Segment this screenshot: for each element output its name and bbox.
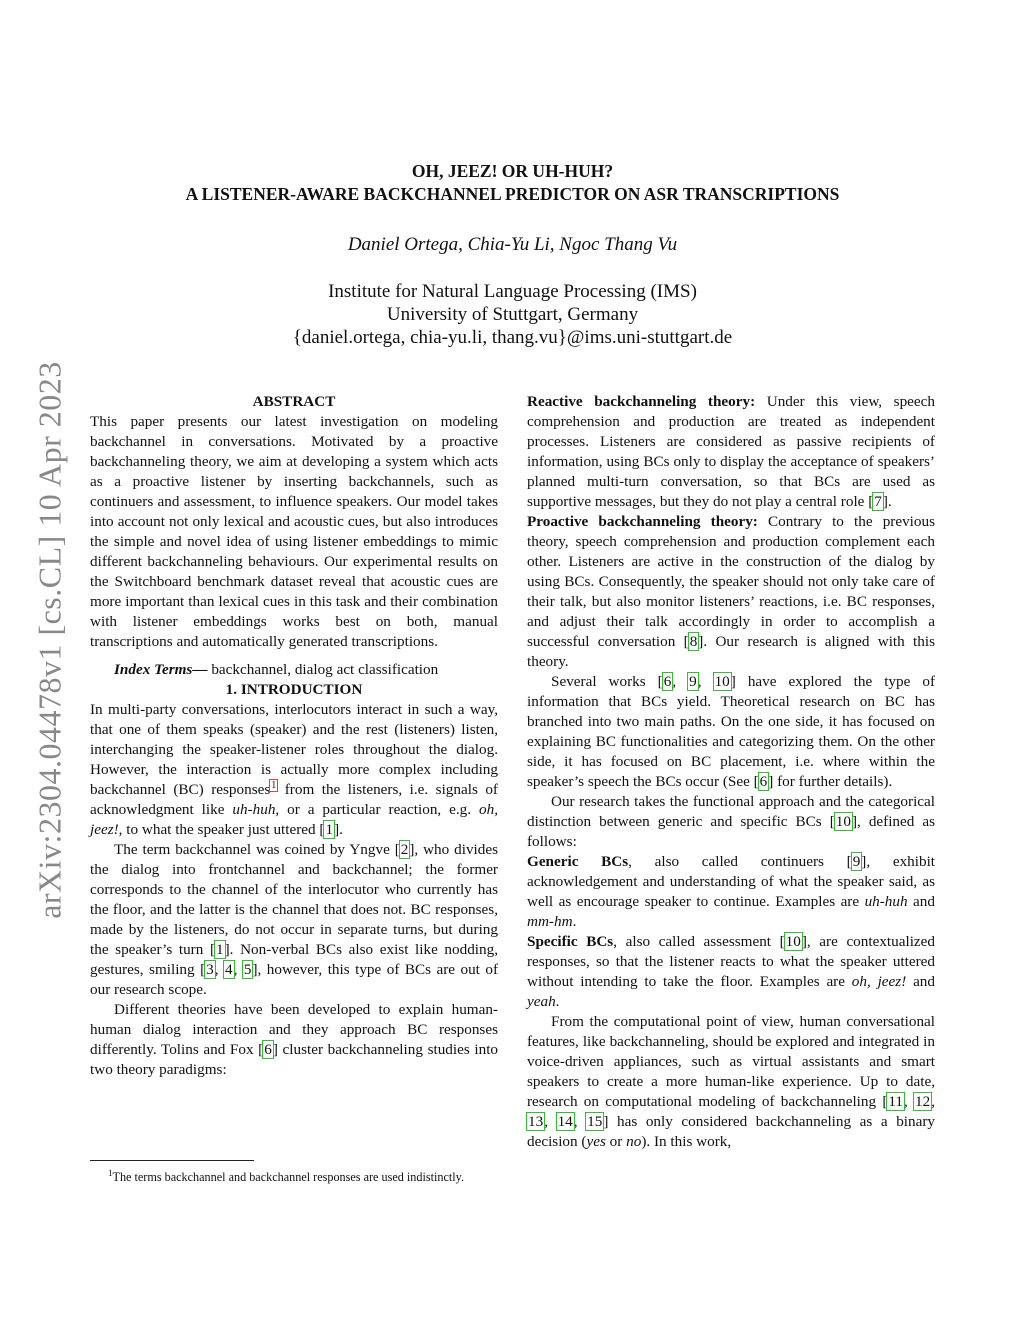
generic-bcs-paragraph [527, 852, 935, 932]
citation-link[interactable]: 12 [915, 1093, 931, 1110]
text-run: ] have explored the type of information that BCs yield. Theoretical research on BC has branched into two main paths. On the one side, it has focused on explaining BC functionalities and categorizing them. On the other side, it has focused on BC placement, i.e. where within the speaker’s speech the BCs occur (See [ [527, 673, 936, 790]
title-line-2: A LISTENER-AWARE BACKCHANNEL PREDICTOR ON ASR TRANSCRIPTIONS [185, 184, 840, 204]
left-column [90, 392, 498, 1080]
citation-link[interactable]: 11 [888, 1093, 903, 1110]
example-no: no [626, 1133, 642, 1150]
citation-link[interactable]: 6 [759, 773, 768, 790]
footnote-text: The terms backchannel and backchannel responses are used indistinctly. [112, 1170, 465, 1185]
example-oh-jeez: oh, jeez! [90, 801, 498, 838]
intro-heading: 1. INTRODUCTION [225, 681, 363, 698]
citation-link[interactable]: 9 [852, 853, 861, 870]
citation-link[interactable]: 10 [785, 933, 801, 950]
text-run: From the computational point of view, human conversational features, like backchanneling, should be explored and integrated in voice-driven appliances, such as virtual assistants and smart speakers to create a more human-like experience. Up to date, research on computational modeling of backchanneling [ [527, 1013, 935, 1110]
citation-link[interactable]: 14 [557, 1113, 573, 1130]
text-run: , also called assessment [ [613, 933, 785, 950]
citation-link[interactable]: 9 [689, 673, 697, 690]
text-run: ] has only considered backchanneling as a binary decision ( [527, 1113, 936, 1150]
text-run: ] for further details). [768, 773, 893, 790]
footnote-ref-1[interactable]: 1 [271, 779, 277, 791]
text-run: or [605, 1133, 627, 1150]
text-run: ]. Non-verbal BCs also exist like nodding, gestures, smiling [ [90, 941, 499, 978]
citation-link[interactable]: 15 [587, 1113, 603, 1130]
text-run: . [572, 913, 577, 930]
citation-link[interactable]: 7 [874, 493, 882, 510]
intro-paragraph-3 [90, 1000, 498, 1080]
text-run: , [544, 1113, 557, 1130]
footnote-mark: 1 [108, 1168, 113, 1178]
intro-paragraph-1 [90, 700, 498, 840]
citation-link[interactable]: 3 [206, 961, 214, 978]
abstract-heading: ABSTRACT [252, 393, 336, 410]
citation-link[interactable]: 2 [400, 841, 409, 858]
text-run: ). In this work, [641, 1133, 732, 1150]
text-run: , [697, 673, 714, 690]
functional-approach-paragraph [527, 792, 935, 852]
footnote [90, 1165, 510, 1185]
citation-link[interactable]: 10 [835, 813, 851, 830]
citation-link[interactable]: 10 [714, 673, 730, 690]
text-run: The term backchannel was coined by Yngve [ [114, 841, 400, 858]
example-uh-huh: uh-huh [232, 801, 276, 818]
citation-link[interactable]: 4 [224, 961, 233, 978]
affiliation-university: University of Stuttgart, Germany [386, 304, 639, 325]
text-run: ], defined as follows: [527, 813, 936, 850]
reactive-theory-paragraph [527, 392, 935, 512]
citation-link[interactable]: 1 [325, 821, 334, 838]
intro-paragraph-2 [90, 840, 498, 1000]
text-run: . [555, 993, 560, 1010]
affiliation-emails: {daniel.ortega, chia-yu.li, thang.vu}@ims.uni-stuttgart.de [292, 327, 733, 348]
citation-link[interactable]: 13 [528, 1113, 544, 1130]
title-line-1: OH, JEEZ! OR UH-HUH? [411, 161, 614, 181]
specific-bcs-paragraph [527, 932, 935, 1012]
text-run: Different theories have been developed to explain human-human dialog interaction and they approach BC responses differently. Tolins and Fox [ [90, 1001, 498, 1058]
text-run: ]. [334, 821, 343, 838]
text-run: , [672, 673, 689, 690]
text-run: ], exhibit acknowledgement and understanding of what the speaker said, as well as encourage speaker to continue. Examples are [527, 853, 936, 910]
citation-link[interactable]: 6 [264, 1041, 272, 1058]
text-run: , or a particular reaction, e.g. [275, 801, 480, 818]
arxiv-identifier: arXiv:2304.04478v1 [cs.CL] 10 Apr 2023 [31, 361, 68, 919]
example-yes: yes [586, 1133, 606, 1150]
specific-bcs-label: Specific BCs [527, 933, 614, 950]
proactive-theory-label: Proactive backchanneling theory: [527, 513, 758, 530]
several-works-paragraph [527, 672, 935, 792]
text-run: ], who divides the dialog into frontchannel and backchannel; the former corresponds to the channel of the interlocutor who currently has the floor, and the latter is the channel that does not. BC responses, made by the listeners, do not occur in separate turns, but during the speaker’s turn [ [90, 841, 498, 958]
generic-bcs-label: Generic BCs [527, 853, 629, 870]
text-run: from the listeners, i.e. signals of acknowledgment like [90, 781, 498, 818]
computational-paragraph [527, 1012, 935, 1152]
text-run: ], are contextualized responses, so that the listener reacts to what the speaker uttered without intending to take the floor. Examples are [527, 933, 935, 990]
author-list: Daniel Ortega, Chia-Yu Li, Ngoc Thang Vu [347, 234, 678, 255]
index-terms-label: Index Terms— [114, 661, 208, 678]
example-mm-hm: mm-hm [527, 913, 573, 930]
right-column [527, 392, 935, 1152]
footnote-divider [90, 1160, 254, 1161]
title-block [90, 160, 935, 349]
citation-link[interactable]: 5 [243, 961, 252, 978]
example-yeah: yeah [527, 993, 556, 1010]
text-run: Under this view, speech comprehension and production are treated as independent processes. Listeners are considered as passive recipients of information, using BCs only to display the acceptance of speakers’ planned multi-turn conversation, so that BCs are used as supportive messages, but they do not play a central role [ [527, 393, 935, 510]
index-terms [90, 660, 498, 680]
paper-title [90, 160, 935, 206]
text-run: ]. [882, 493, 892, 510]
citation-link[interactable]: 8 [689, 633, 698, 650]
text-run: , [214, 961, 224, 978]
text-run: , to what the speaker just uttered [ [118, 821, 325, 838]
reactive-theory-label: Reactive backchanneling theory: [527, 393, 756, 410]
text-run: , [573, 1113, 587, 1130]
citation-link[interactable]: 6 [663, 673, 672, 690]
text-run: , also called continuers [ [628, 853, 852, 870]
text-run: , [233, 961, 243, 978]
text-run: , [904, 1093, 915, 1110]
abstract-text: This paper presents our latest investigation on modeling backchannel in conversations. Motivated by a proactive backchanneling theory, we aim at developing a system which acts as a proactive listener by inserting backchannels, such as continuers and assessment, to influence speakers. Our model takes into account not only lexical and acoustic cues, but also introduces the simple and novel idea of using listener embeddings to mimic different backchanneling behaviours. Our experimental results on the Switchboard benchmark dataset reveal that acoustic cues are more important than lexical cues in this task and their combination with listener embeddings works best on both, manual transcriptions and automatically generated transcriptions. [90, 413, 498, 650]
text-run: ]. Our research is aligned with this theory. [527, 633, 935, 670]
affiliation-institute: Institute for Natural Language Processing (IMS) [328, 281, 697, 302]
text-run: Contrary to the previous theory, speech comprehension and production complement each other. Listeners are active in the construction of the dialog by using BCs. Consequently, the speaker should not only take care of their talk, but also monitor listeners’ reactions, i.e. BC responses, and adjust their talk accordingly in order to accomplish a successful conversation [ [527, 513, 935, 650]
proactive-theory-paragraph [527, 512, 935, 672]
index-terms-text: backchannel, dialog act classification [207, 661, 439, 678]
text-run: ], however, this type of BCs are out of our research scope. [90, 961, 498, 998]
text-run: and [906, 973, 935, 990]
text-run: ] cluster backchanneling studies into two theory paradigms: [90, 1041, 499, 1078]
text-run: Several works [ [551, 673, 663, 690]
affiliation [90, 280, 935, 349]
example-oh-jeez: oh, jeez! [851, 973, 907, 990]
text-run: and [907, 893, 935, 910]
example-uh-huh: uh-huh [864, 893, 908, 910]
citation-link[interactable]: 1 [216, 941, 224, 958]
text-run: , [931, 1093, 936, 1110]
text-run: Our research takes the functional approach and the categorical distinction between generic and specific BCs [ [527, 793, 935, 830]
text-run: In multi-party conversations, interlocutors interact in such a way, that one of them speaks (speaker) and the rest (listeners) listen, interchanging the speaker-listener roles throughout the dialog. However, the interaction is actually more complex including backchannel (BC) responses [90, 701, 498, 798]
